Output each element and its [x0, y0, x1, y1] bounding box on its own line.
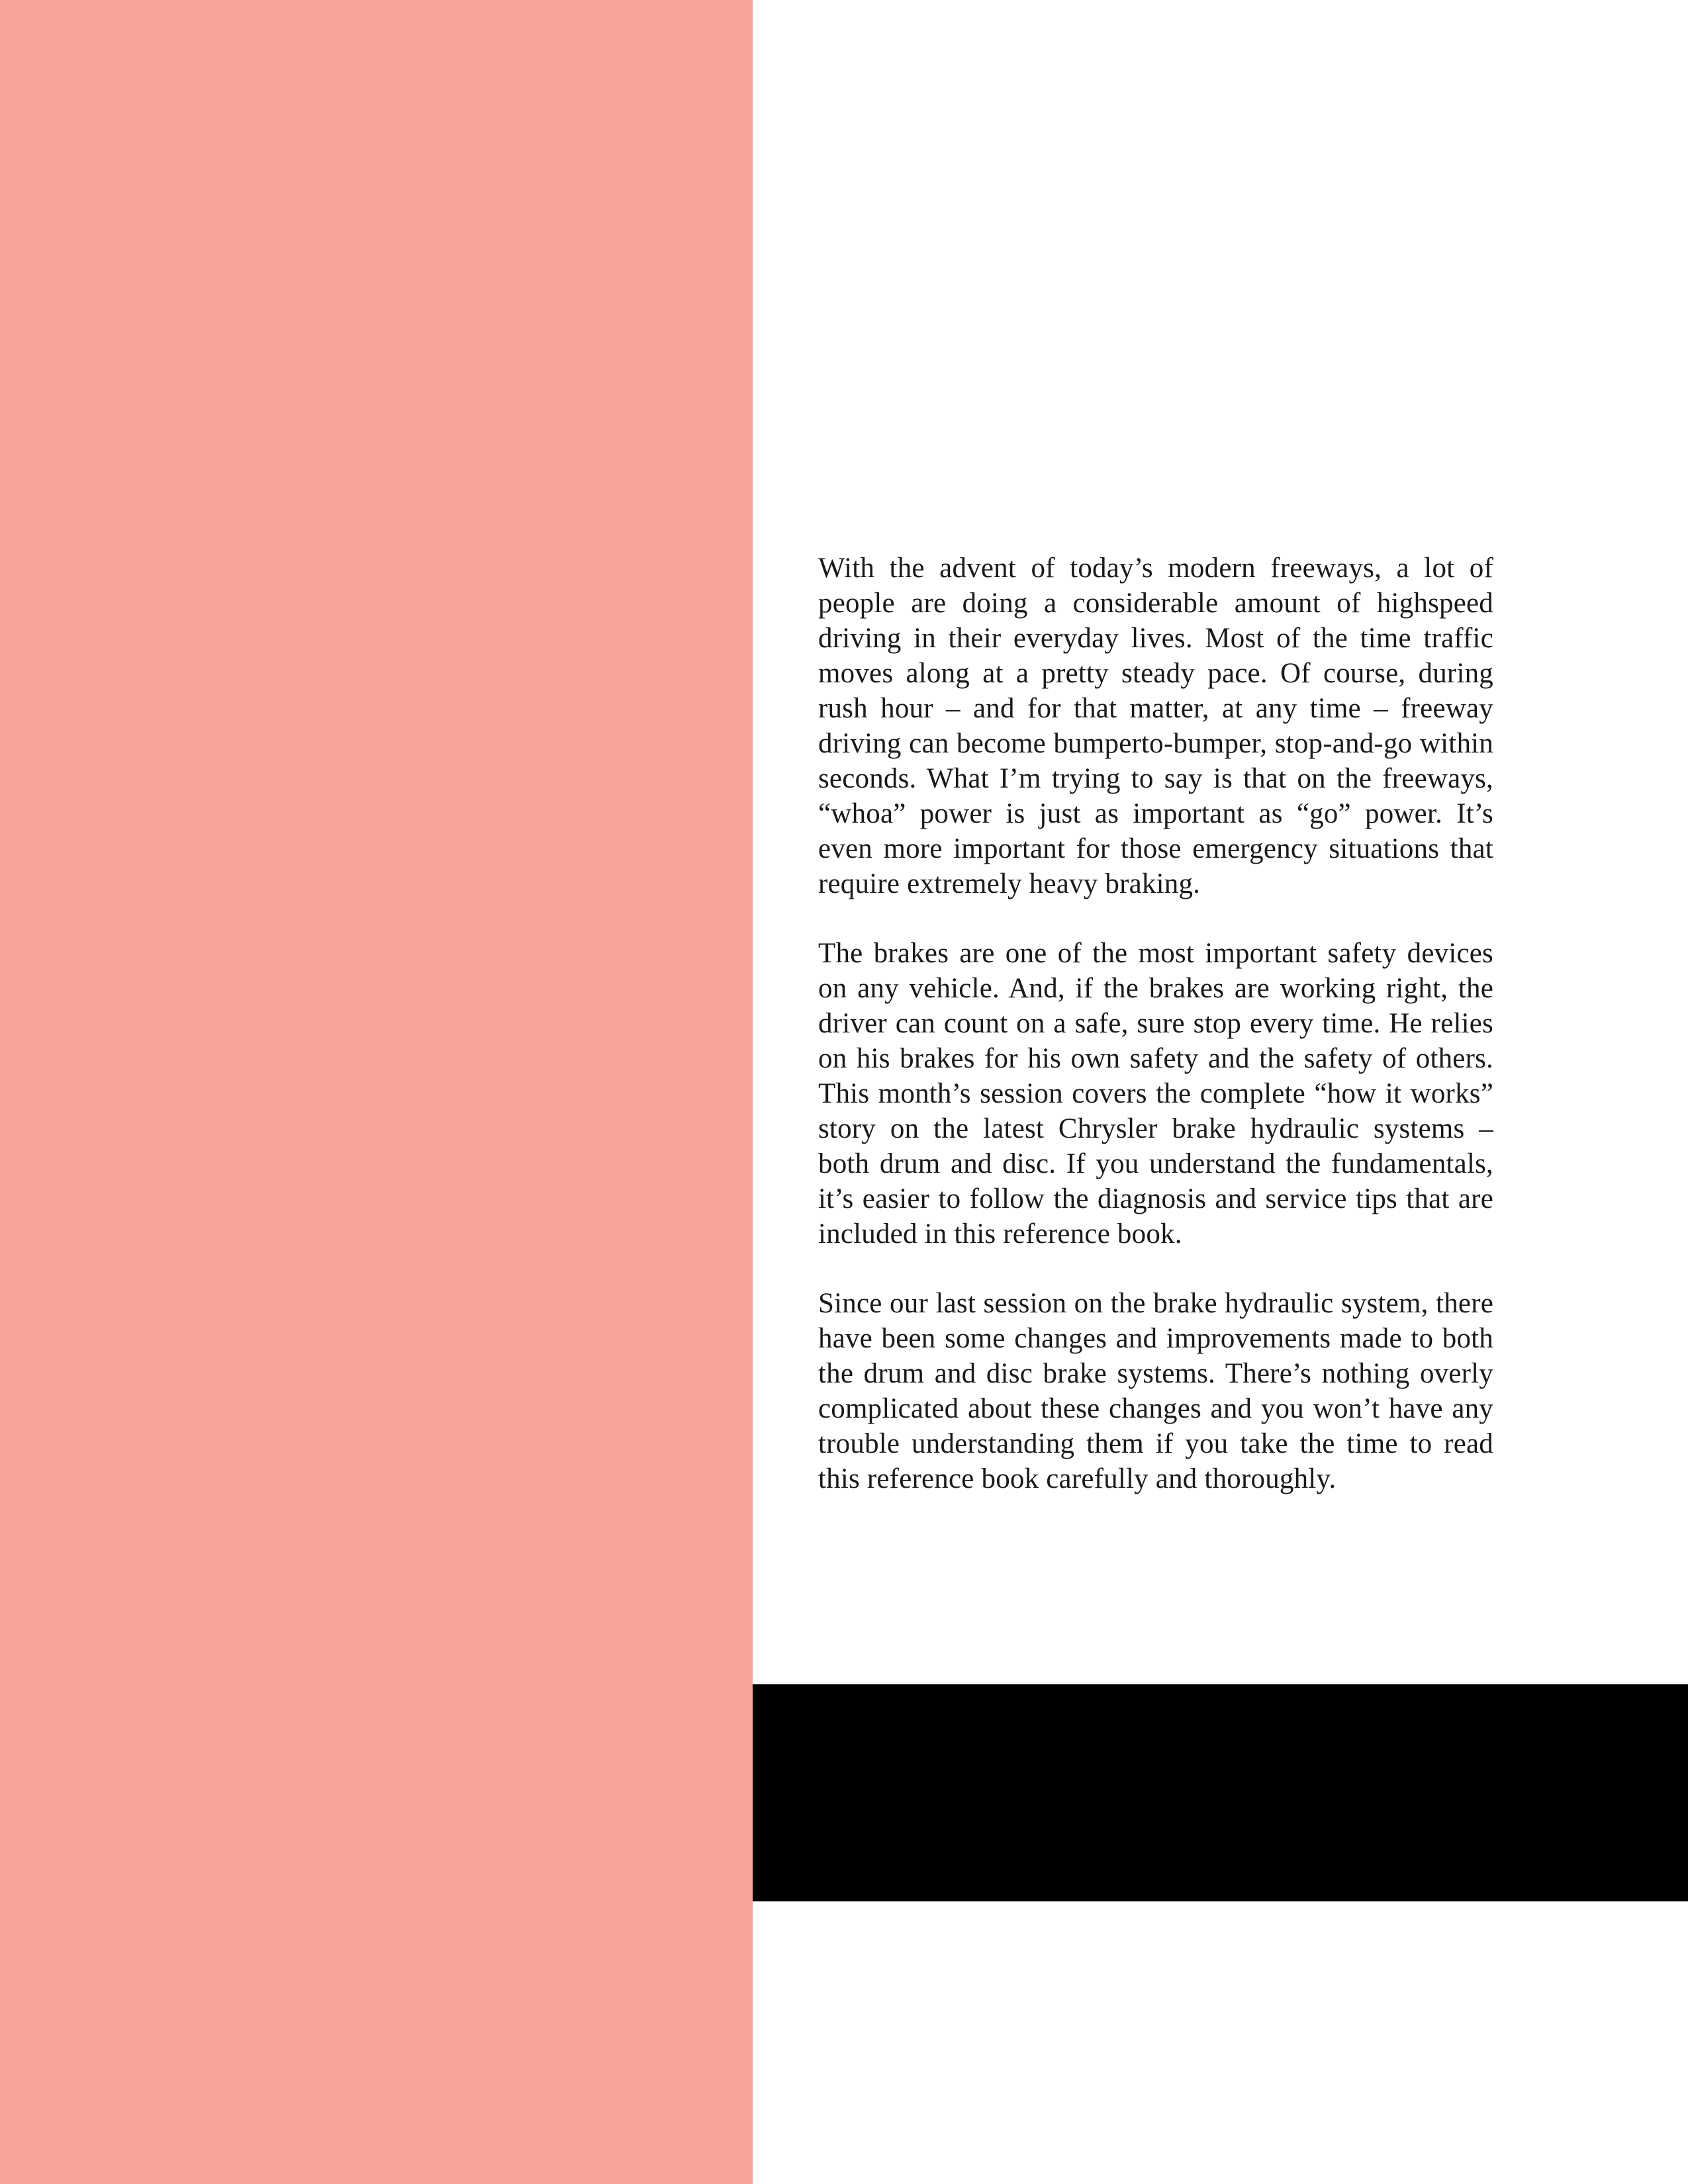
black-bar	[753, 1684, 1688, 1901]
paragraph-brakes-safety: The brakes are one of the most important safety devices on any vehicle. And, if the brakes are working right, the driver can count on a safe, sure stop every time. He relies on his brakes for his own safety and the safety of others. This month’s session covers the complete “how it works” story on the latest Chrysler brake hydraulic systems – both drum and disc. If you understand the fundamentals, it’s easier to follow the diagnosis and service tips that are included in this reference book.	[818, 938, 1493, 1250]
paragraph-freeways: With the advent of today’s modern freeways, a lot of people are doing a considerable amount of highspeed driving in their everyday lives. Most of the time traffic moves along at a pretty steady pace. Of course, during rush hour – and for that matter, at any time – freeway driving can become bumperto-bumper, stop-and-go within seconds. What I’m trying to say is that on the freeways, “whoa” power is just as important as “go” power. It’s even more important for those emergency situations that require extremely heavy braking.	[818, 553, 1493, 899]
paragraph-changes: Since our last session on the brake hydraulic system, there have been some changes and improvements made to both the drum and disc brake systems. There’s nothing overly complicated about these changes and you won’t have any trouble understanding them if you take the time to read this reference book carefully and thoroughly.	[818, 1288, 1493, 1494]
article-text	[818, 551, 1493, 1496]
pink-side-panel	[0, 0, 753, 2184]
